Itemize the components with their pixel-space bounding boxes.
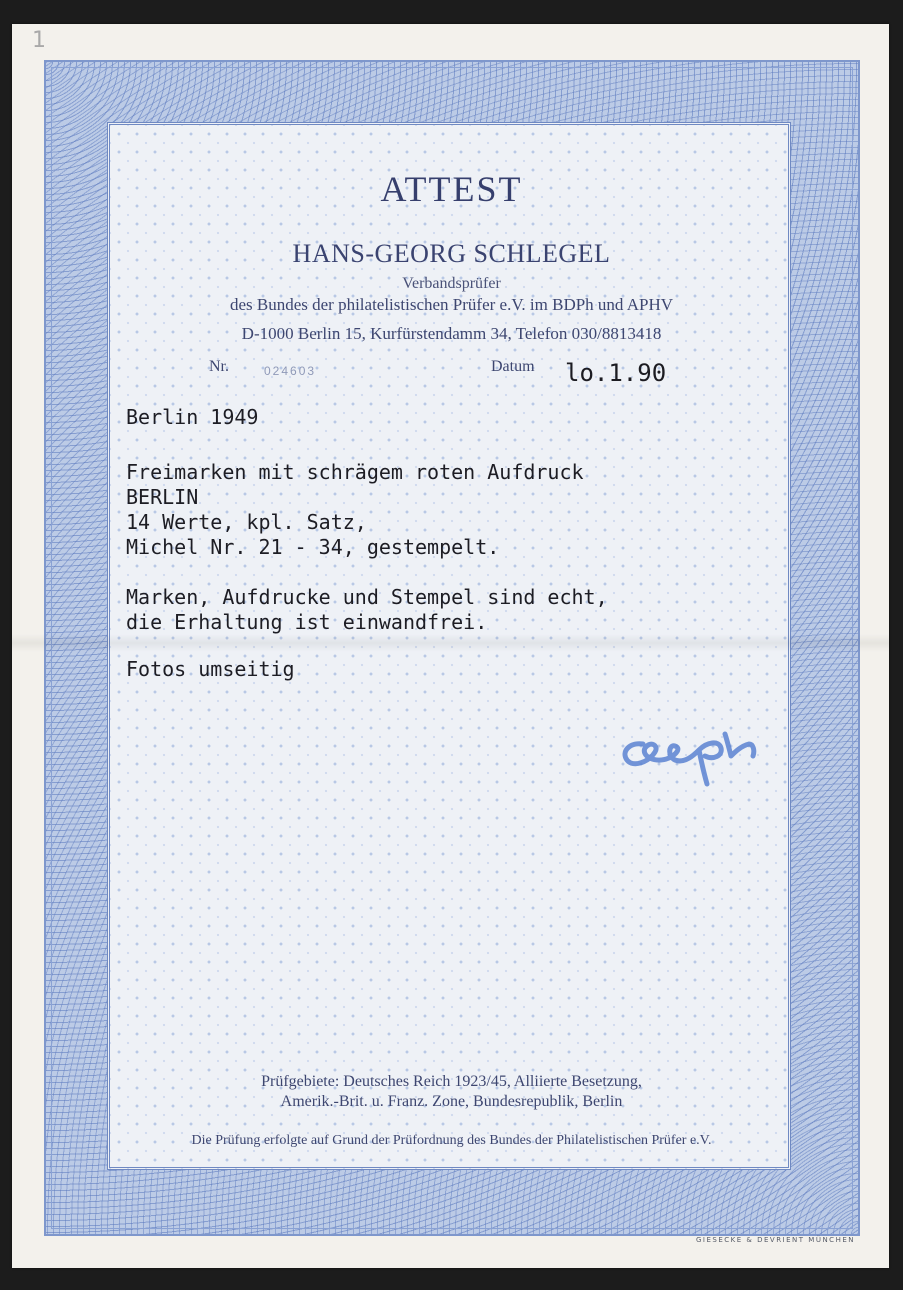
certificate-number: 024603: [264, 364, 317, 378]
examiner-role: Verbandsprüfer: [402, 275, 501, 292]
signature: [615, 726, 765, 796]
nr-label: Nr.: [209, 358, 229, 375]
body-line: Berlin 1949: [126, 405, 259, 429]
paper-fold-line: [12, 634, 889, 652]
body-line: die Erhaltung ist einwandfrei.: [126, 610, 488, 634]
certificate-date: lo.1.90: [565, 359, 667, 387]
printer-imprint: GIESECKE & DEVRIENT MÜNCHEN: [696, 1236, 855, 1244]
body-issue-line: [126, 405, 258, 430]
body-verdict-block: [126, 585, 608, 635]
body-description-block: [126, 460, 584, 560]
footer-testing-areas-line1: Prüfgebiete: Deutsches Reich 1923/45, Alliierte Besetzung,: [261, 1073, 642, 1090]
datum-label: Datum: [491, 358, 535, 375]
examiner-name: HANS-GEORG SCHLEGEL: [292, 239, 611, 268]
certificate-title: ATTEST: [380, 169, 523, 209]
body-line: 14 Werte, kpl. Satz,: [126, 510, 367, 534]
corner-pencil-mark: 1: [32, 28, 46, 53]
examiner-association: des Bundes der philatelistischen Prüfer e.V. im BDPh und APHV: [229, 295, 674, 314]
body-line: Michel Nr. 21 - 34, gestempelt.: [126, 535, 500, 559]
footer-testing-rules: Die Prüfung erfolgte auf Grund der Prüfordnung des Bundes der Philatelistischen Prüfer e.V.: [191, 1133, 712, 1148]
body-line: Marken, Aufdrucke und Stempel sind echt,: [126, 585, 608, 609]
body-line: Fotos umseitig: [126, 657, 295, 681]
body-photos-line: [126, 657, 295, 682]
body-line: Freimarken mit schrägem roten Aufdruck: [126, 460, 584, 484]
examiner-address: D-1000 Berlin 15, Kurfürstendamm 34, Telefon 030/8813418: [241, 324, 662, 343]
body-line: BERLIN: [126, 485, 199, 509]
footer-testing-areas-line2: Amerik.-Brit. u. Franz. Zone, Bundesrepublik, Berlin: [280, 1093, 623, 1110]
